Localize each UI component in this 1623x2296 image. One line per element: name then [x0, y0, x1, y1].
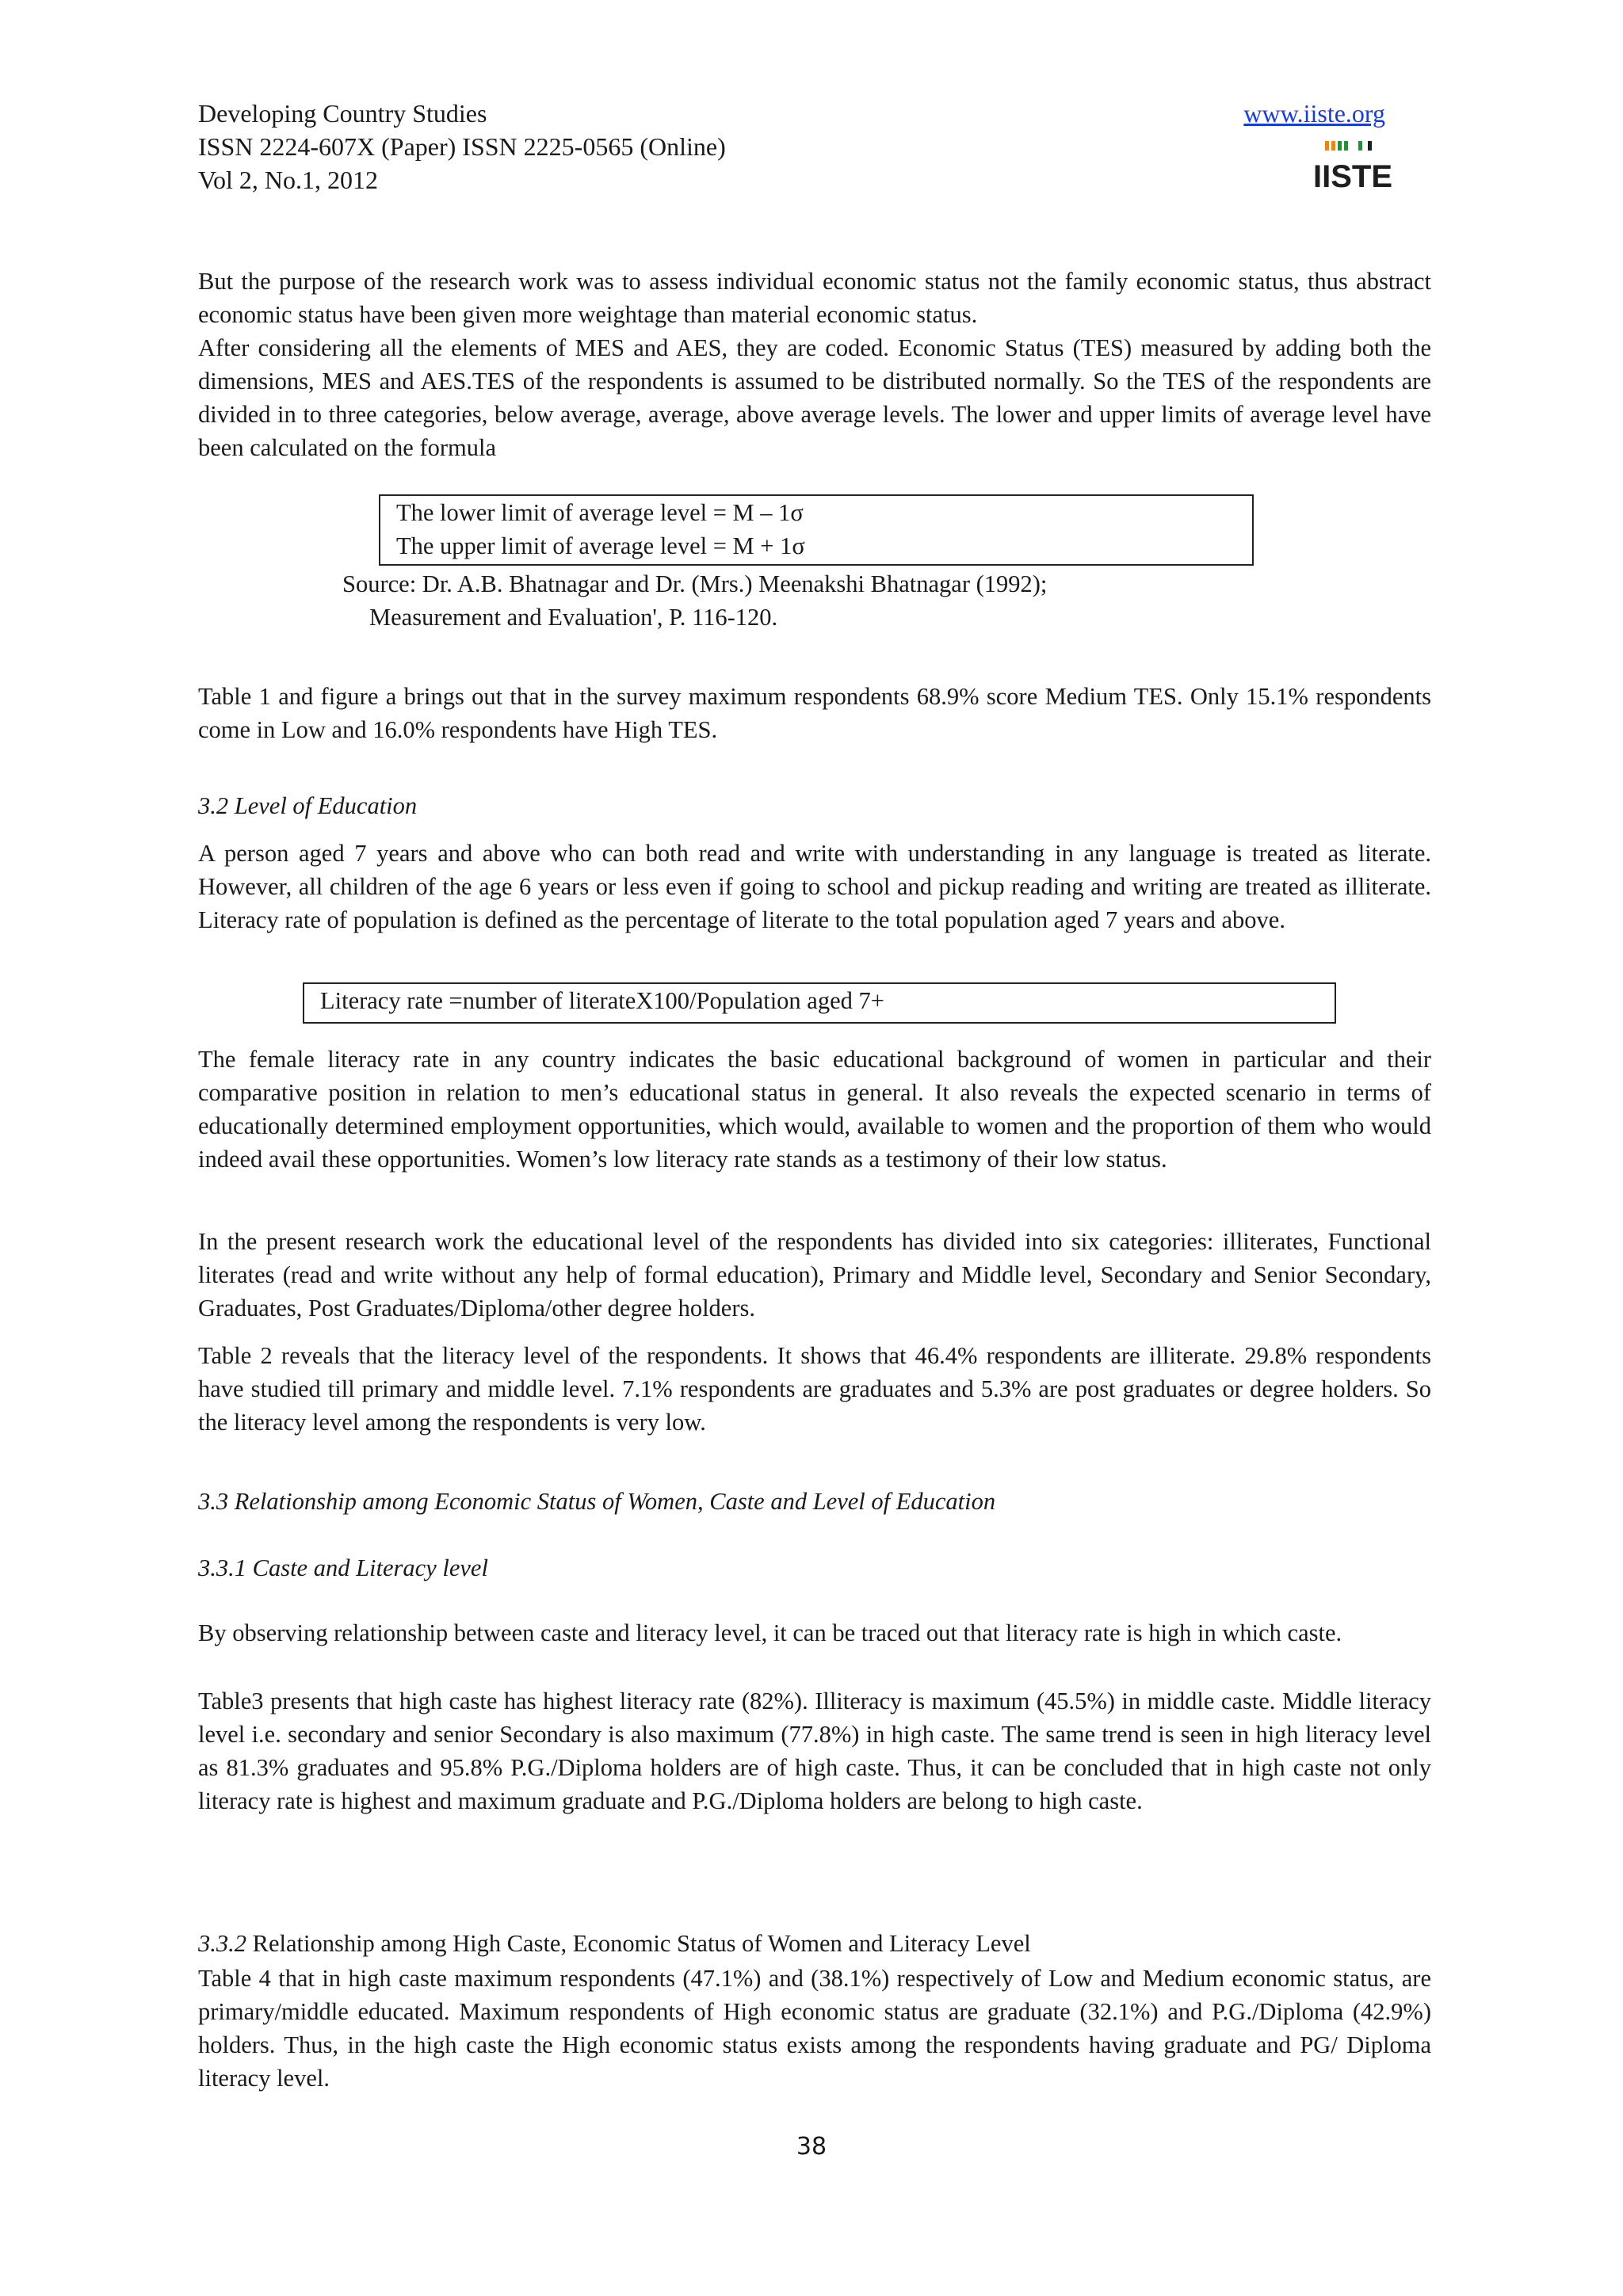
intro-section	[198, 265, 1431, 464]
section-3-3-1-paragraph-1: By observing relationship between caste and literacy level, it can be traced out that literacy rate is high in which caste.	[198, 1619, 1342, 1646]
intro-paragraph-1: But the purpose of the research work was to assess individual economic status not the family economic status, thus abstract economic status have been given more weightage than material economic status.	[198, 268, 1431, 328]
section-3-2-heading: 3.2 Level of Education	[198, 792, 418, 819]
section-3-2-paragraph-4: Table 2 reveals that the literacy level of the respondents. It shows that 46.4% respondents are illiterate. 29.8% respondents have studied till primary and middle level. 7.1% respondents are graduates and 5.3% are post graduates or degree holders. So the literacy level among the respondents is very low.	[198, 1342, 1431, 1436]
section-3-3-2-number: 3.3.2	[198, 1930, 246, 1957]
journal-volume: Vol 2, No.1, 2012	[198, 166, 378, 194]
section-3-2-paragraph-3: In the present research work the educational level of the respondents has divided into six categories: illiterates, Functional literates (read and write without any help of formal education), Primary and Middle level, Secondary and Senior Secondary, Graduates, Post Graduates/Diploma/other degree holders.	[198, 1228, 1431, 1322]
section-3-3-1-paragraph-2: Table3 presents that high caste has highest literacy rate (82%). Illiteracy is maximum (45.5%) in middle caste. Middle literacy level i.e. secondary and senior Secondary is also maximum (77.8%) in high caste. The same trend is seen in high literacy level as 81.3% graduates and 95.8% P.G./Diploma holders are of high caste. Thus, it can be concluded that in high caste not only literacy rate is highest and maximum graduate and P.G./Diploma holders are belong to high caste.	[198, 1688, 1431, 1814]
section-3-3-2-title: Relationship among High Caste, Economic Status of Women and Literacy Level	[246, 1930, 1031, 1957]
journal-title: Developing Country Studies	[198, 99, 487, 128]
section-3-3-2-heading	[198, 1927, 1031, 1960]
source-line-2: Measurement and Evaluation', P. 116-120.	[369, 604, 778, 631]
website-link[interactable]: www.iiste.org	[1243, 99, 1385, 128]
journal-header	[198, 97, 726, 196]
section-3-3-2-paragraph-1: Table 4 that in high caste maximum respondents (47.1%) and (38.1%) respectively of Low and Medium economic status, are primary/middle educated. Maximum respondents of High economic status are graduate (32.1%) and P.G./Diploma (42.9%) holders. Thus, in the high caste the High economic status exists among the respondents having graduate and PG/ Diploma literacy level.	[198, 1965, 1431, 2092]
intro-paragraph-2: After considering all the elements of MES and AES, they are coded. Economic Status (TES) measured by adding both the dimensions, MES and AES.TES of the respondents is assumed to be distributed normally. So the TES of the respondents are divided in to three categories, below average, average, above average levels. The lower and upper limits of average level have been calculated on the formula	[198, 334, 1431, 461]
section-3-2-paragraph-1: A person aged 7 years and above who can both read and write with understanding in any language is treated as literate. However, all children of the age 6 years or less even if going to school and pickup reading and writing are treated as illiterate. Literacy rate of population is defined as the percentage of literate to the total population aged 7 years and above.	[198, 840, 1431, 933]
table1-summary: Table 1 and figure a brings out that in the survey maximum respondents 68.9% score Medium TES. Only 15.1% respondents come in Low and 16.0% respondents have High TES.	[198, 683, 1431, 743]
journal-issn: ISSN 2224-607X (Paper) ISSN 2225-0565 (Online)	[198, 132, 726, 161]
page-number: 38	[796, 2133, 827, 2161]
section-3-3-1-heading: 3.3.1 Caste and Literacy level	[198, 1554, 488, 1581]
upper-limit-formula: The upper limit of average level = M + 1σ	[396, 532, 805, 559]
section-3-2-paragraph-2: The female literacy rate in any country indicates the basic educational background of women in particular and their comparative position in relation to men’s educational status in general. It also reveals the expected scenario in terms of educationally determined employment opportunities, which would, available to women and the proportion of them who would indeed avail these opportunities. Women’s low literacy rate stands as a testimony of their low status.	[198, 1046, 1431, 1173]
formula-source	[342, 567, 1047, 634]
literacy-rate-formula: Literacy rate =number of literateX100/Population aged 7+	[320, 987, 884, 1014]
svg-text:IISTE: IISTE	[1312, 159, 1393, 194]
iiste-logo	[1312, 139, 1393, 194]
average-level-formula-box	[379, 494, 1254, 566]
source-line-1: Source: Dr. A.B. Bhatnagar and Dr. (Mrs.) Meenakshi Bhatnagar (1992);	[342, 570, 1048, 597]
literacy-rate-formula-box	[303, 982, 1336, 1024]
section-3-3-heading: 3.3 Relationship among Economic Status of Women, Caste and Level of Education	[198, 1488, 996, 1515]
lower-limit-formula: The lower limit of average level = M – 1σ	[396, 499, 804, 526]
